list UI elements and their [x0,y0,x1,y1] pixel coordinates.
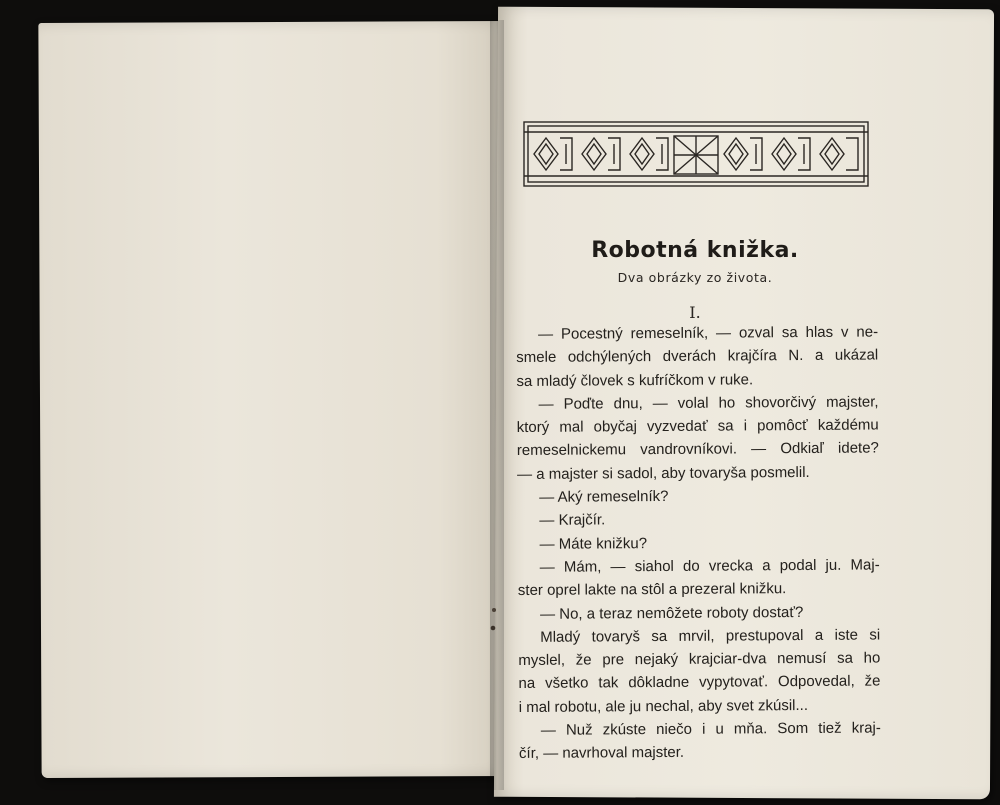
text-line: — Máte knižku? [539,534,648,553]
text-line: smele odchýlených dverách krajčíra N. a ukázal [516,346,879,367]
text-line: — Nuž zkúste niečo i u mňa. Som tiež kraj- [540,719,881,739]
text-line: — a majster si sadol, aby tovaryša posmelil. [516,463,810,483]
body-text [516,320,881,765]
text-line: — Pocestný remeselník, — ozval sa hlas v ne- [538,323,879,343]
text-line: — Aký remeselník? [539,488,669,506]
binding-thread-marks [484,600,504,640]
page-title: Robotná knižka. [591,238,799,263]
text-line: myslel, že pre nejaký krajciar-dva nemusí sa ho [518,649,881,670]
text-line: — Poďte dnu, — volal ho shovorčivý majster, [538,393,879,413]
text-line: ster oprel lakte na stôl a prezeral knižku. [517,580,787,600]
text-line: ktorý mal obyčaj vyzvedať sa i pomôcť každému [516,416,879,437]
left-page-blank [38,21,509,778]
text-line: i mal robotu, ale ju nechal, aby svet zkúsil... [518,696,809,716]
text-line: Mladý tovaryš sa mrvil, prestupoval a iste si [540,626,881,646]
page-subtitle: Dva obrázky zo života. [617,270,773,285]
text-line: — Mám, — siahol do vrecka a podal ju. Maj- [539,556,880,576]
decorative-border-band [522,118,870,190]
text-line: — Krajčír. [539,511,606,530]
text-line: na všetko tak dôkladne vypytovať. Odpovedal, že [518,672,881,693]
text-line: čír, — navrhoval majster. [518,744,685,763]
text-line: — No, a teraz nemôžete roboty dostať? [539,603,804,623]
text-line: remeselnickemu vandrovníkovi. — Odkiaľ idete? [516,439,879,460]
ornament-graphic [522,118,870,190]
chapter-number: I. [689,303,701,322]
text-line: sa mladý človek s kufríčkom v ruke. [516,370,754,390]
book-gutter [490,20,504,790]
